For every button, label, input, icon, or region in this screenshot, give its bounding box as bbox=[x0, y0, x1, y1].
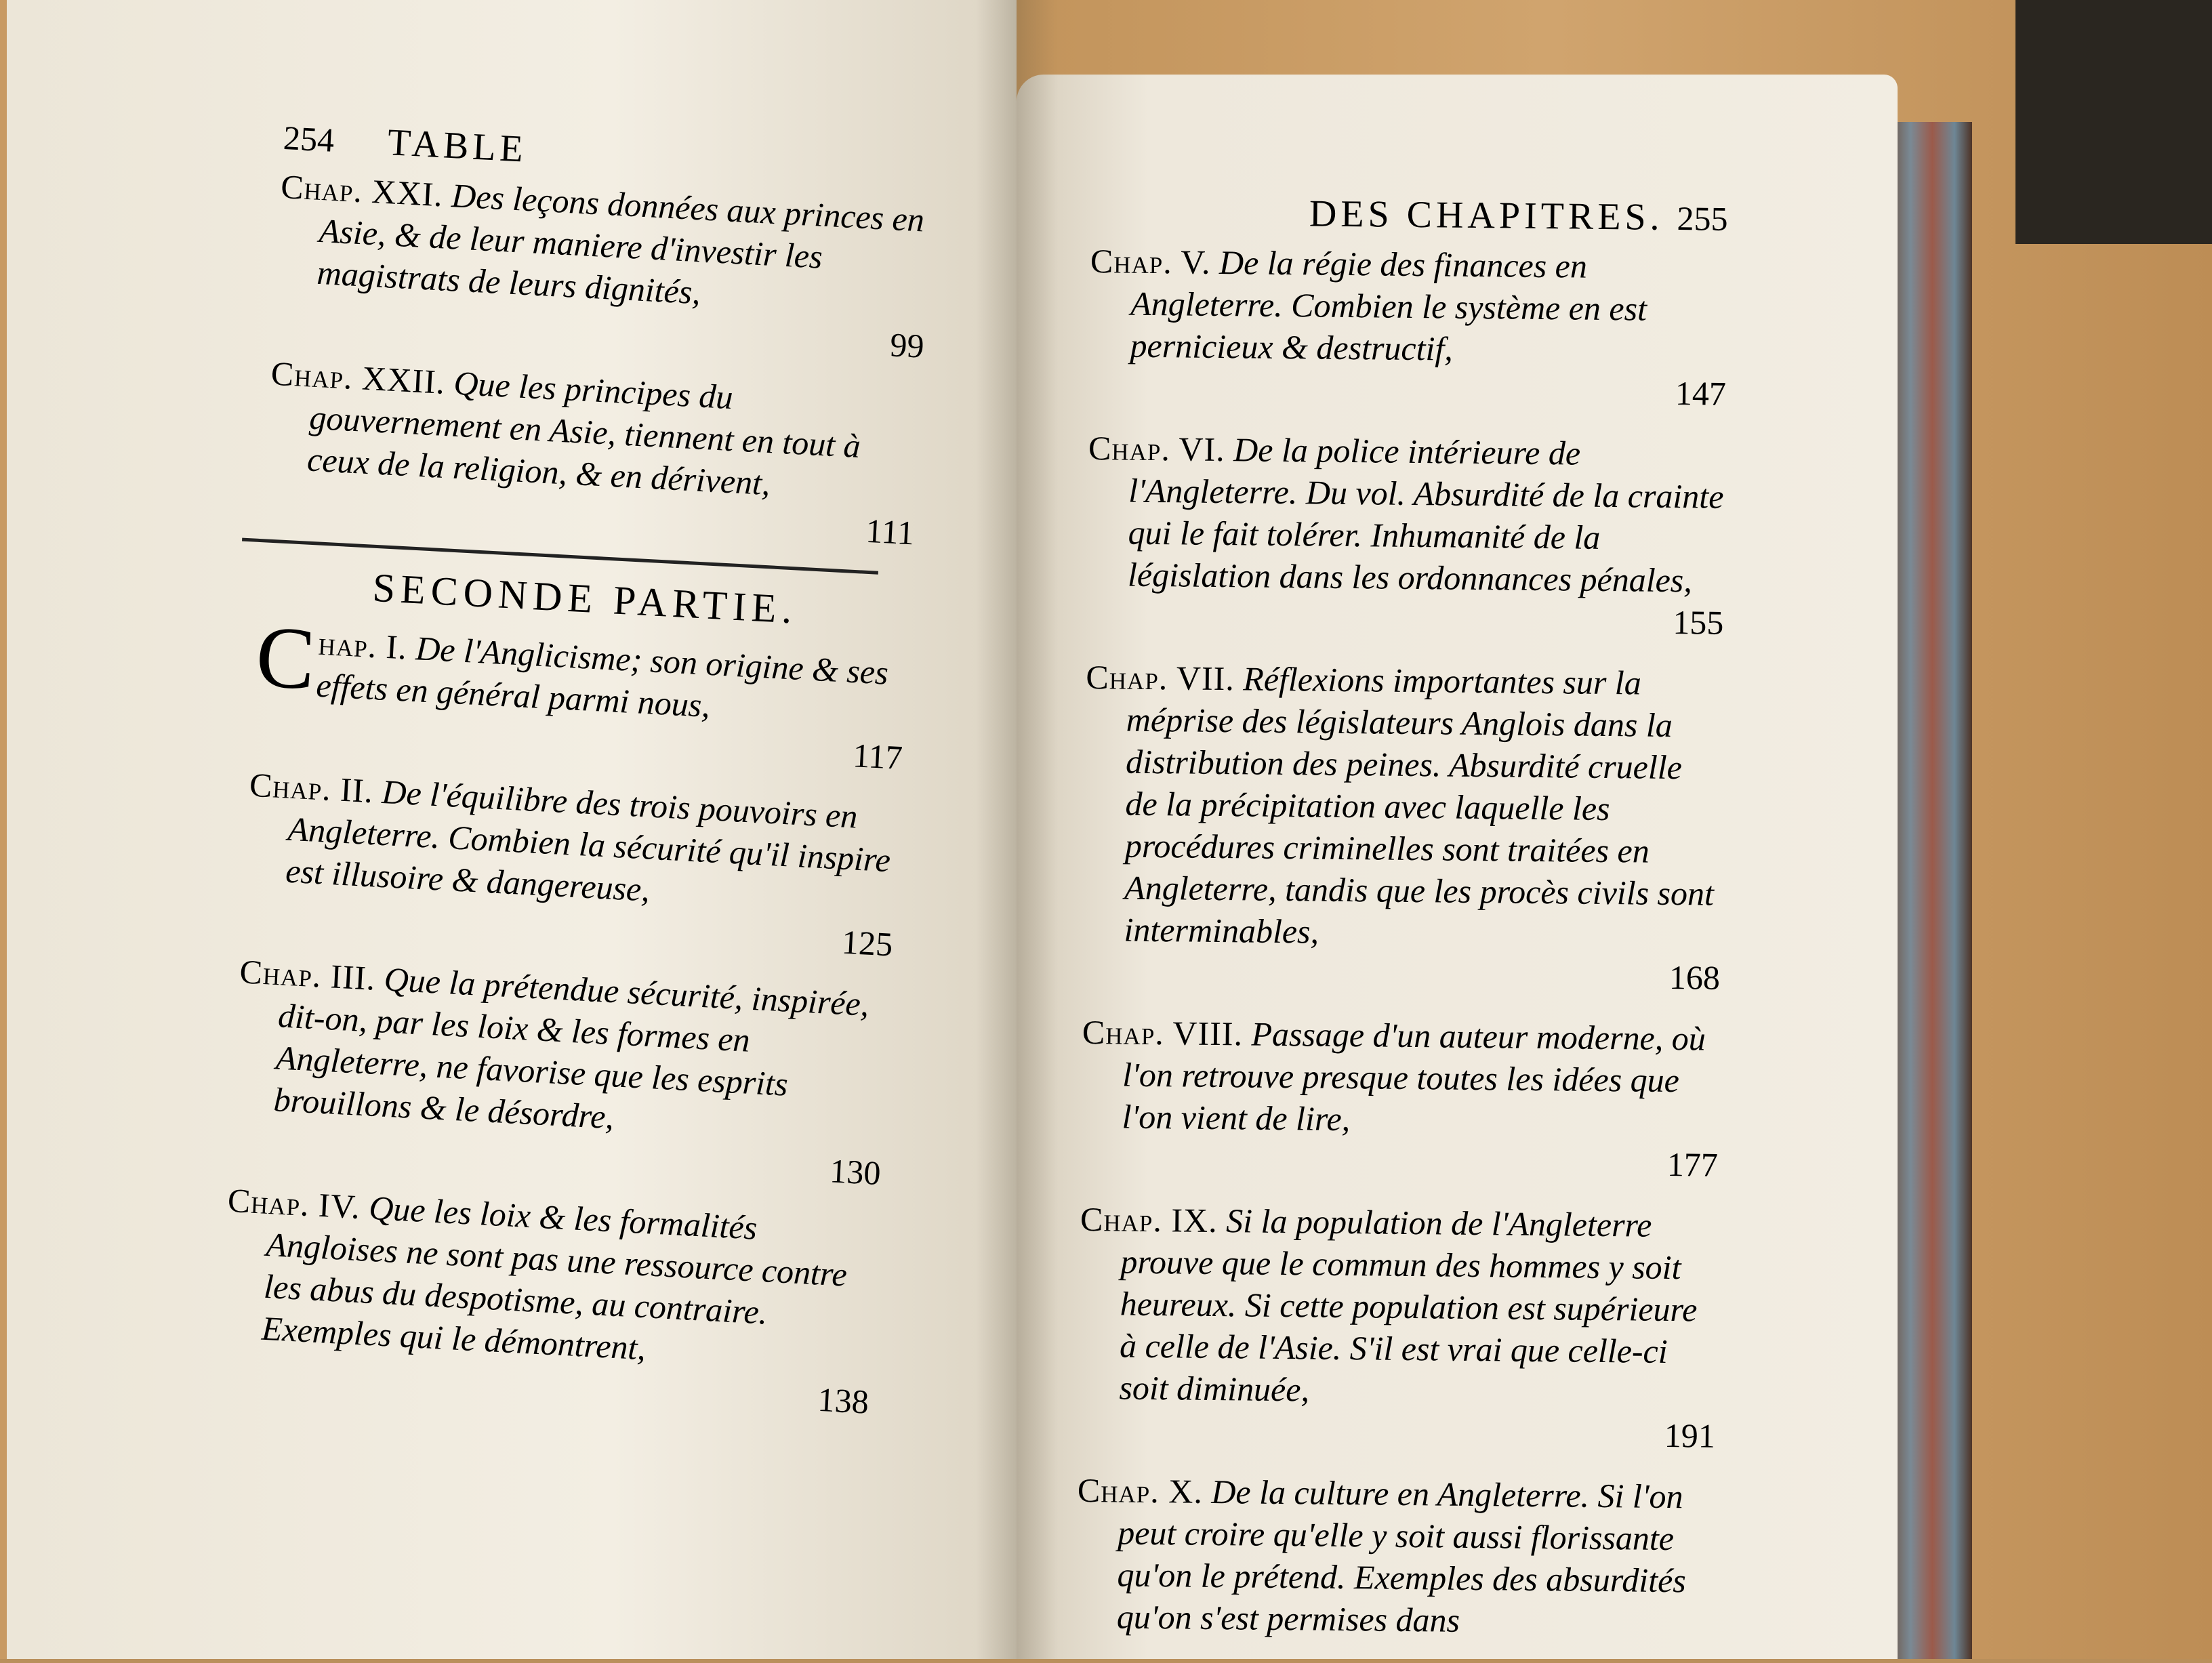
drop-cap: C bbox=[253, 608, 318, 709]
right-page-number: 255 bbox=[1677, 199, 1728, 238]
toc-entry-7 bbox=[1083, 656, 1723, 999]
chapter-page: 138 bbox=[817, 1380, 870, 1421]
toc-entry-6 bbox=[1086, 427, 1725, 644]
chapter-title: Des leçons données aux princes en Asie, & de leur maniere d'investir les magistrats de leurs dignités, bbox=[316, 176, 926, 312]
chapter-label: Chap. VII. bbox=[1086, 657, 1235, 698]
chapter-page: 99 bbox=[889, 325, 925, 365]
chapter-title: Passage d'un auteur moderne, où l'on retrouve presque toutes les idées que l'on vient de lire, bbox=[1122, 1014, 1706, 1138]
right-head-title: DES CHAPITRES. bbox=[1309, 192, 1664, 239]
chapter-title: Que les loix & les formalités Angloises ne sont pas une ressource contre les abus du despotisme, au contraire. Exemples qui le démontrent, bbox=[260, 1188, 848, 1368]
chapter-label: Chap. VI. bbox=[1088, 428, 1226, 469]
chapter-label: Chap. V. bbox=[1090, 241, 1211, 281]
chapter-label: hap. I. bbox=[317, 623, 409, 667]
chapter-label: Chap. X. bbox=[1077, 1471, 1204, 1511]
chapter-title: De la régie des finances en Angleterre. Combien le système en est pernicieux & destructif, bbox=[1130, 243, 1647, 368]
part-title: SECONDE PARTIE. bbox=[371, 564, 799, 632]
chapter-label: Chap. XXII. bbox=[270, 354, 447, 401]
chapter-page: 117 bbox=[852, 736, 904, 777]
toc-entry-22 bbox=[264, 352, 922, 554]
chapter-page: 191 bbox=[1664, 1416, 1716, 1455]
book-gutter bbox=[976, 0, 1057, 1659]
right-running-head bbox=[1090, 190, 1728, 240]
chapter-title: Réflexions importantes sur la méprise des législateurs Anglois dans la distribution des peines. Absurdité cruelle de la précipitation avec laquelle les procédures criminelles sont traitées en Angleterre, tandis que les procès civils sont interminables, bbox=[1124, 659, 1715, 951]
toc-entry-21 bbox=[273, 165, 932, 367]
right-page-text bbox=[1076, 190, 1728, 1663]
chapter-page: 168 bbox=[1668, 958, 1721, 997]
chapter-title: Si la population de l'Angleterre prouve que le commun des hommes y soit heureux. Si cette population est supérieure à celle de l'Asie. S'il est vrai que celle-ci soit diminuée, bbox=[1119, 1202, 1698, 1409]
chapter-page: 111 bbox=[865, 511, 916, 552]
chapter-title: Que les principes du gouvernement en Asie, tiennent en tout à ceux de la religion, & en dérivent, bbox=[306, 363, 862, 503]
left-page-number: 254 bbox=[282, 118, 335, 159]
chapter-title: De la culture en Angleterre. Si l'on peut croire qu'elle y soit aussi florissante qu'on le prétend. Exemples des absurdités qu'on s'est permises dans bbox=[1116, 1472, 1687, 1639]
chapter-title: De l'Anglicisme; son origine & ses effets en général parmi nous, bbox=[315, 629, 890, 725]
background-object bbox=[2015, 0, 2212, 244]
chapter-page: 155 bbox=[1673, 603, 1724, 642]
chapter-label: Chap. IV. bbox=[226, 1180, 362, 1227]
toc-entry-8 bbox=[1081, 1011, 1720, 1186]
chapter-label: Chap. II. bbox=[248, 765, 375, 810]
chapter-label: Chap. XXI. bbox=[280, 167, 445, 214]
toc-entry-part2-4 bbox=[218, 1179, 879, 1423]
left-head-title: TABLE bbox=[386, 121, 529, 171]
chapter-page: 177 bbox=[1666, 1145, 1719, 1184]
chapter-page: 147 bbox=[1675, 374, 1727, 413]
toc-entry-10 bbox=[1076, 1469, 1715, 1644]
toc-entry-part2-2 bbox=[242, 764, 901, 966]
chapter-label: Chap. III. bbox=[239, 952, 377, 998]
toc-entry-9 bbox=[1078, 1198, 1718, 1457]
chapter-title: De la police intérieure de l'Angleterre. Du vol. Absurdité de la crainte qui le fait tolérer. Inhumanité de la législation dans les ordonnances pénales, bbox=[1127, 430, 1724, 600]
left-page-text bbox=[217, 115, 935, 1442]
chapter-label: Chap. VIII. bbox=[1082, 1012, 1244, 1053]
toc-entry-part2-3 bbox=[230, 950, 890, 1194]
toc-entry-5 bbox=[1089, 240, 1728, 415]
chapter-page: 125 bbox=[840, 922, 894, 964]
chapter-label: Chap. IX. bbox=[1080, 1199, 1218, 1240]
chapter-title: De l'équilibre des trois pouvoirs en Angleterre. Combien la sécurité qu'il inspire est illusoire & dangereuse, bbox=[285, 772, 892, 909]
toc-entry-part2-1 bbox=[251, 608, 907, 779]
chapter-page: 130 bbox=[829, 1151, 882, 1193]
chapter-title: Que la prétendue sécurité, inspirée, dit-on, par les loix & les formes en Angleterre, ne favorise que les esprits brouillons & le désordre, bbox=[272, 960, 870, 1136]
